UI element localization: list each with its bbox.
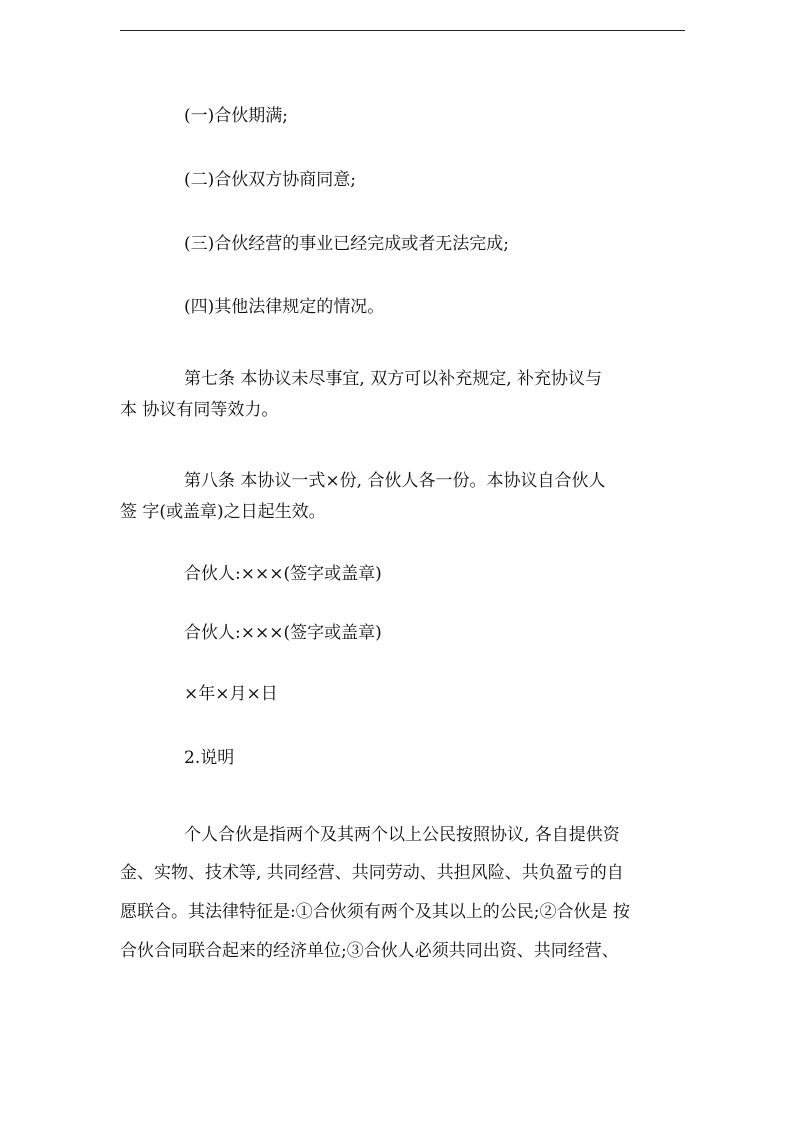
dissolution-item-2: (二)合伙双方协商同意; xyxy=(184,170,356,190)
explanation-line-2: 金、实物、技术等, 共同经营、共同劳动、共担风险、共负盈亏的自 xyxy=(120,863,624,883)
partner-signature-1: 合伙人:×××(签字或盖章) xyxy=(184,564,382,584)
explanation-line-4: 合伙合同联合起来的经济单位;③合伙人必须共同出资、共同经营、 xyxy=(120,941,619,961)
header-rule xyxy=(120,30,685,31)
article-8-line-2: 签 字(或盖章)之日起生效。 xyxy=(120,502,326,522)
partner-signature-2: 合伙人:×××(签字或盖章) xyxy=(184,623,382,643)
explanation-line-1: 个人合伙是指两个及其两个以上公民按照协议, 各自提供资 xyxy=(184,825,620,845)
signing-date: ×年×月×日 xyxy=(184,684,278,704)
article-7-line-1: 第七条 本协议未尽事宜, 双方可以补充规定, 补充协议与 xyxy=(184,369,603,389)
dissolution-item-1: (一)合伙期满; xyxy=(184,106,288,126)
section-heading: 2.说明 xyxy=(184,748,235,768)
article-7-line-2: 本 协议有同等效力。 xyxy=(120,400,279,420)
dissolution-item-4: (四)其他法律规定的情况。 xyxy=(184,297,385,317)
explanation-line-3: 愿联合。其法律特征是:①合伙须有两个及其以上的公民;②合伙是 按 xyxy=(120,902,630,922)
dissolution-item-3: (三)合伙经营的事业已经完成或者无法完成; xyxy=(184,234,509,254)
article-8-line-1: 第八条 本协议一式×份, 合伙人各一份。本协议自合伙人 xyxy=(184,471,606,491)
